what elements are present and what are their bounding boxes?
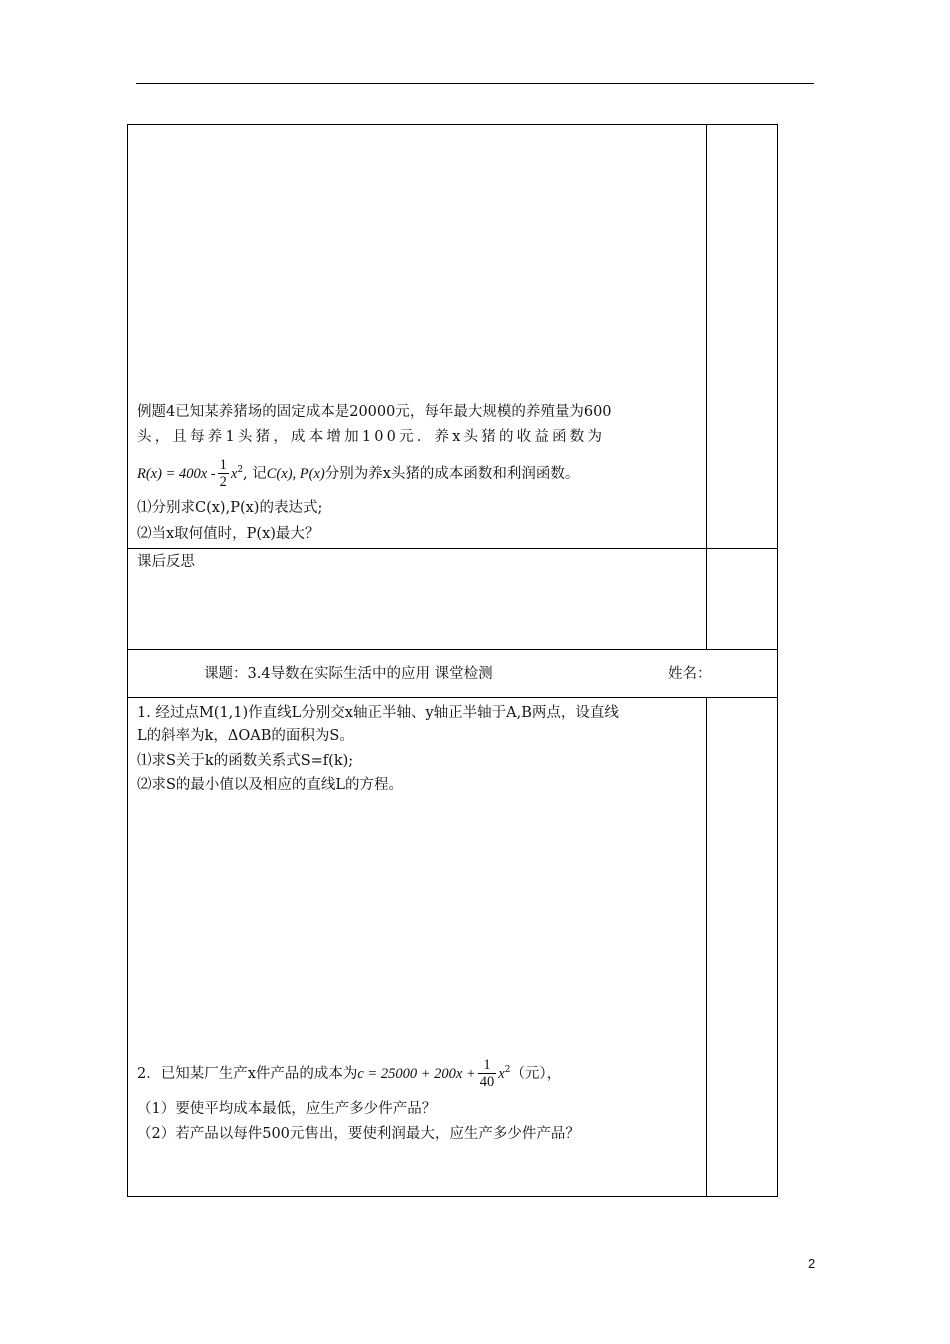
formula-x: x xyxy=(230,465,238,482)
example-4-question-1: ⑴分别求C(x),P(x)的表达式; xyxy=(137,500,323,516)
reflection-label: 课后反思 xyxy=(137,554,195,570)
example-4-line-3-tail: 分别为养x头猪的成本函数和利润函数。 xyxy=(324,465,580,482)
fraction-one-fortieth: $\frac{1}{40}$ xyxy=(479,1057,495,1091)
row-divider-3 xyxy=(127,697,778,698)
cost-formula-exponent: 2 xyxy=(504,1065,511,1075)
problem-2-question-1: （1）要使平均成本最低，应生产多少件产品？ xyxy=(137,1101,437,1117)
cost-unit: （元） xyxy=(510,1065,547,1082)
cost-profit-functions: C(x), P(x) xyxy=(266,465,325,482)
problem-2-prefix: 2．已知某厂生产x件产品的成本为 xyxy=(137,1065,358,1082)
problem-1-question-1: ⑴求S关于k的函数关系式S=f(k); xyxy=(137,753,354,769)
cost-formula-x: x xyxy=(498,1065,505,1082)
problem-2-line-1 xyxy=(137,1050,561,1094)
example-4-line-3 xyxy=(137,452,579,492)
problem-2-suffix: ， xyxy=(546,1065,562,1082)
formula-exponent: 2 xyxy=(237,465,244,475)
problem-1-line-2: L的斜率为k，ΔOAB的面积为S。 xyxy=(137,728,354,744)
page-number: 2 xyxy=(808,1256,816,1271)
example-4-question-2: ⑵当x取何值时，P(x)最大？ xyxy=(137,526,320,542)
column-divider-upper xyxy=(706,124,707,649)
cost-formula: c = 25000 + 200x + xyxy=(357,1065,476,1082)
example-4-line-2: 头，且每养1头猪，成本增加100元．养x头猪的收益函数为 xyxy=(137,429,606,445)
problem-1-question-2: ⑵求S的最小值以及相应的直线L的方程。 xyxy=(137,777,404,793)
worksheet-table xyxy=(127,124,778,1197)
row-divider-1 xyxy=(127,548,778,549)
check-title: 课题：3.4导数在实际生活中的应用 课堂检测 xyxy=(204,666,493,682)
header-rule xyxy=(136,83,814,84)
example-4-line-1: 例题4已知某养猪场的固定成本是20000元，每年最大规模的养殖量为600 xyxy=(137,404,612,420)
revenue-formula: R(x) = 400x - xyxy=(137,465,216,482)
column-divider-lower xyxy=(706,697,707,1197)
formula-note: , 记 xyxy=(243,465,267,482)
problem-2-question-2: （2）若产品以每件500元售出，要使利润最大，应生产多少件产品？ xyxy=(137,1126,580,1142)
row-divider-2 xyxy=(127,649,778,650)
fraction-one-half: $\frac{1}{2}$ xyxy=(219,457,227,491)
name-label: 姓名： xyxy=(668,666,712,682)
problem-1-line-1: 1. 经过点M(1,1)作直线L分别交x轴正半轴、y轴正半轴于A,B两点，设直线 xyxy=(137,705,619,721)
